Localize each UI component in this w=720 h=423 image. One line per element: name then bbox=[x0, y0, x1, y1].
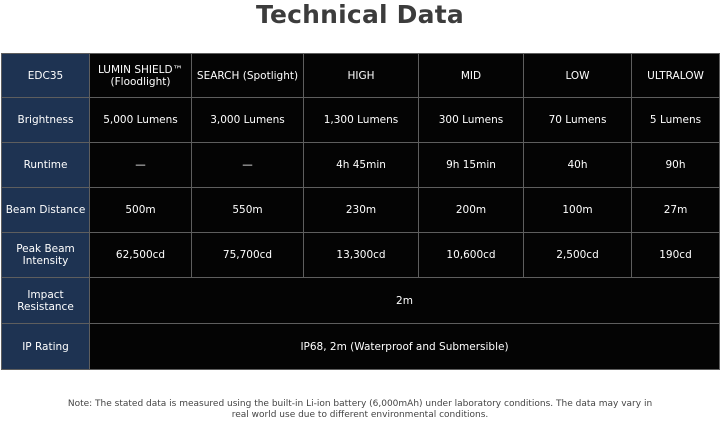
column-header-model: EDC35 bbox=[2, 54, 90, 98]
table-cell: 5 Lumens bbox=[632, 98, 720, 143]
table-cell: — bbox=[192, 143, 304, 188]
table-cell: 62,500cd bbox=[90, 233, 192, 278]
page-title: Technical Data bbox=[256, 0, 464, 29]
table-cell: 300 Lumens bbox=[419, 98, 524, 143]
table-row bbox=[2, 188, 720, 233]
table-cell: 40h bbox=[524, 143, 632, 188]
spec-table bbox=[1, 53, 720, 370]
table-cell: 190cd bbox=[632, 233, 720, 278]
footnote: Note: The stated data is measured using the built-in Li-ion battery (6,000mAh) under laboratory conditions. The data may vary in real world use due to different environmental conditions. bbox=[67, 399, 653, 420]
row-label-runtime: Runtime bbox=[2, 143, 90, 188]
table-cell: 3,000 Lumens bbox=[192, 98, 304, 143]
table-cell: 5,000 Lumens bbox=[90, 98, 192, 143]
table-cell: 2,500cd bbox=[524, 233, 632, 278]
table-cell: 27m bbox=[632, 188, 720, 233]
table-row bbox=[2, 324, 720, 370]
column-header-ultralow: ULTRALOW bbox=[632, 54, 720, 98]
column-header-high: HIGH bbox=[304, 54, 419, 98]
table-cell: 13,300cd bbox=[304, 233, 419, 278]
table-cell: 500m bbox=[90, 188, 192, 233]
row-label-impact-resistance: Impact Resistance bbox=[2, 278, 90, 324]
table-row bbox=[2, 278, 720, 324]
row-label-peak-beam-intensity: Peak Beam Intensity bbox=[2, 233, 90, 278]
table-row bbox=[2, 233, 720, 278]
column-header-low: LOW bbox=[524, 54, 632, 98]
row-label-ip-rating: IP Rating bbox=[2, 324, 90, 370]
table-cell: 200m bbox=[419, 188, 524, 233]
row-label-beam-distance: Beam Distance bbox=[2, 188, 90, 233]
row-label-brightness: Brightness bbox=[2, 98, 90, 143]
column-header-search: SEARCH (Spotlight) bbox=[192, 54, 304, 98]
table-row bbox=[2, 143, 720, 188]
table-cell: 100m bbox=[524, 188, 632, 233]
table-cell: 230m bbox=[304, 188, 419, 233]
table-cell: 10,600cd bbox=[419, 233, 524, 278]
table-row bbox=[2, 98, 720, 143]
table-cell: 70 Lumens bbox=[524, 98, 632, 143]
table-cell-merged: 2m bbox=[90, 278, 720, 324]
table-cell-merged: IP68, 2m (Waterproof and Submersible) bbox=[90, 324, 720, 370]
table-header-row bbox=[2, 54, 720, 98]
table-cell: 75,700cd bbox=[192, 233, 304, 278]
table-cell: 550m bbox=[192, 188, 304, 233]
table-cell: 9h 15min bbox=[419, 143, 524, 188]
table-cell: 4h 45min bbox=[304, 143, 419, 188]
table-cell: — bbox=[90, 143, 192, 188]
table-cell: 1,300 Lumens bbox=[304, 98, 419, 143]
column-header-mid: MID bbox=[419, 54, 524, 98]
column-header-lumin-shield: LUMIN SHIELD™ (Floodlight) bbox=[90, 54, 192, 98]
table-cell: 90h bbox=[632, 143, 720, 188]
